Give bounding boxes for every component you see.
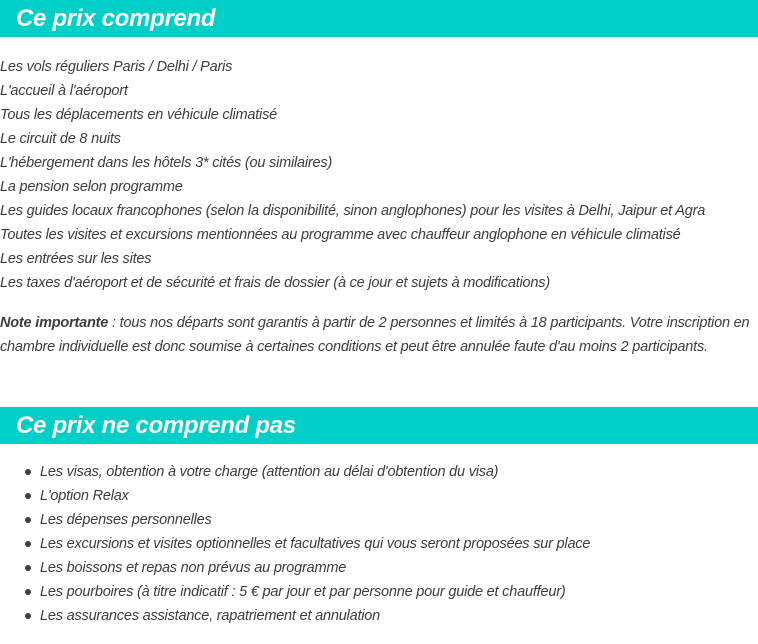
included-item: La pension selon programme xyxy=(0,179,183,195)
bullet-icon xyxy=(25,613,31,619)
excluded-item xyxy=(0,580,758,604)
bullet-icon xyxy=(25,517,31,523)
excluded-item xyxy=(0,484,758,508)
bullet-icon xyxy=(25,541,31,547)
included-header: Ce prix comprend xyxy=(0,0,758,37)
important-note xyxy=(0,311,758,359)
included-list xyxy=(0,55,758,295)
excluded-item-text: Les boissons et repas non prévus au programme xyxy=(40,560,347,576)
included-item: Les vols réguliers Paris / Delhi / Paris xyxy=(0,59,233,75)
excluded-list xyxy=(0,460,758,628)
bullet-icon xyxy=(25,589,31,595)
excluded-item xyxy=(0,508,758,532)
excluded-item-text: Les assurances assistance, rapatriement et annulation xyxy=(40,608,381,624)
included-item: Le circuit de 8 nuits xyxy=(0,131,121,147)
excluded-item xyxy=(0,556,758,580)
excluded-header: Ce prix ne comprend pas xyxy=(0,407,758,444)
bullet-icon xyxy=(25,493,31,499)
included-item: Tous les déplacements en véhicule climatisé xyxy=(0,107,277,123)
excluded-item xyxy=(0,460,758,484)
included-item: Toutes les visites et excursions mentionnées au programme avec chauffeur anglophone en véhicule climatisé xyxy=(0,227,681,243)
bullet-icon xyxy=(25,469,31,475)
bullet-icon xyxy=(25,565,31,571)
included-item: Les taxes d'aéroport et de sécurité et frais de dossier (à ce jour et sujets à modifications) xyxy=(0,275,550,291)
included-item: Les guides locaux francophones (selon la disponibilité, sinon anglophones) pour les visites à Delhi, Jaipur et Agra xyxy=(0,203,706,219)
excluded-item-text: Les dépenses personnelles xyxy=(40,512,212,528)
note-label: Note importante xyxy=(0,315,109,331)
included-item: Les entrées sur les sites xyxy=(0,251,152,267)
note-text: : tous nos départs sont garantis à partir de 2 personnes et limités à 18 participants. Votre inscription en chambre individuelle est donc soumise à certaines conditions et peut être annulée faute d'au moins 2 participants. xyxy=(0,315,750,355)
excluded-item-text: L'option Relax xyxy=(40,488,129,504)
excluded-item-text: Les pourboires (à titre indicatif : 5 € par jour et par personne pour guide et chauffeur) xyxy=(40,584,566,600)
excluded-item xyxy=(0,532,758,556)
excluded-item xyxy=(0,604,758,628)
included-item: L'hébergement dans les hôtels 3* cités (ou similaires) xyxy=(0,155,333,171)
excluded-item-text: Les excursions et visites optionnelles et facultatives qui vous seront proposées sur place xyxy=(40,536,591,552)
excluded-item-text: Les visas, obtention à votre charge (attention au délai d'obtention du visa) xyxy=(40,464,499,480)
included-item: L'accueil à l'aéroport xyxy=(0,83,128,99)
excluded-section xyxy=(0,407,758,628)
